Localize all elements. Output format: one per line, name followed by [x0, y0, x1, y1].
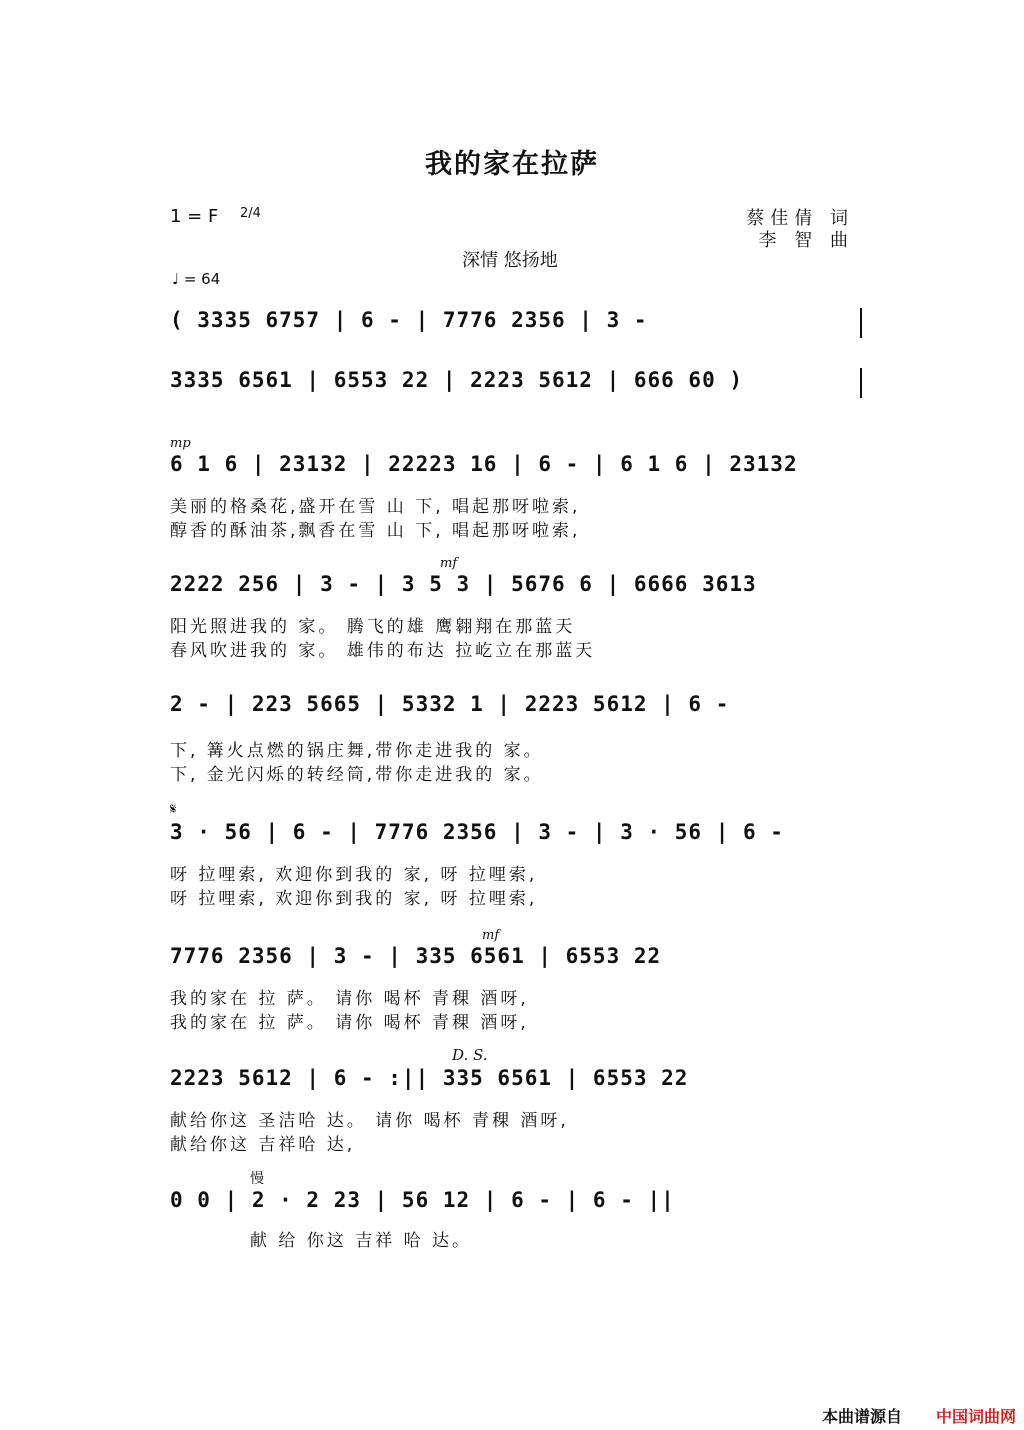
lyric-verse-1: 呀 拉哩索, 欢迎你到我的 家, 呀 拉哩索,	[170, 865, 538, 885]
lyric-verse-2: 献给你这 吉祥哈 达,	[170, 1135, 356, 1155]
notes-line: 7776 2356 | 3 - | 335 6561 | 6553 22	[170, 944, 662, 968]
tempo-change-mark: 慢	[250, 1171, 264, 1187]
lyric-verse-1: 阳光照进我的 家。 腾飞的雄 鹰翱翔在那蓝天	[170, 617, 576, 637]
key-signature: 1 = F	[170, 206, 219, 227]
composer-credit: 李 智 曲	[758, 230, 854, 251]
bar-line	[860, 368, 862, 398]
dynamic-mark: mp	[170, 436, 191, 451]
notes-line: ( 3335 6757 | 6 - | 7776 2356 | 3 -	[170, 308, 648, 332]
lyric-verse-1: 美丽的格桑花,盛开在雪 山 下, 唱起那呀啦索,	[170, 497, 581, 517]
notes-line: 2223 5612 | 6 - :|| 335 6561 | 6553 22	[170, 1066, 689, 1090]
dynamic-mark: mf	[440, 556, 458, 571]
score-system-5	[170, 692, 870, 785]
notes-line: 0 0 | 2 · 2 23 | 56 12 | 6 - | 6 - ||	[170, 1188, 675, 1212]
footer-source-label: 本曲谱源自	[821, 1407, 902, 1426]
lyric-verse-1: 我的家在 拉 萨。 请你 喝杯 青稞 酒呀,	[170, 989, 529, 1009]
lyric-verse-1: 下, 篝火点燃的锅庄舞,带你走进我的 家。	[170, 741, 544, 761]
dal-segno-mark: D. S.	[452, 1046, 488, 1064]
tempo-mark: ♩ = 64	[172, 270, 221, 288]
notes-line: 6 1 6 | 23132 | 22223 16 | 6 - | 6 1 6 | 23132	[170, 452, 798, 476]
notes-line: 3335 6561 | 6553 22 | 2223 5612 | 666 60 )	[170, 368, 744, 392]
notes-line: 3 · 56 | 6 - | 7776 2356 | 3 - | 3 · 56 | 6 -	[170, 820, 784, 844]
lyric-verse-2: 春风吹进我的 家。 雄伟的布达 拉屹立在那蓝天	[170, 641, 596, 661]
lyric-verse-1: 献 给 你这 吉祥 哈 达。	[250, 1231, 473, 1251]
lyric-verse-2: 下, 金光闪烁的转经筒,带你走进我的 家。	[170, 765, 544, 785]
score-system-2	[170, 368, 870, 392]
dynamic-mark: mf	[482, 928, 500, 943]
time-signature: 2/4	[240, 206, 261, 221]
footer-site-link[interactable]: 中国词曲网	[935, 1407, 1016, 1426]
score-system-1	[170, 308, 870, 332]
lyric-verse-2: 我的家在 拉 萨。 请你 喝杯 青稞 酒呀,	[170, 1013, 529, 1033]
lyric-verse-1: 献给你这 圣洁哈 达。 请你 喝杯 青稞 酒呀,	[170, 1111, 569, 1131]
notes-line: 2222 256 | 3 - | 3 5 3 | 5676 6 | 6666 3613	[170, 572, 757, 596]
bar-line	[860, 308, 862, 338]
lyric-verse-2: 呀 拉哩索, 欢迎你到我的 家, 呀 拉哩索,	[170, 889, 538, 909]
notes-line: 2 - | 223 5665 | 5332 1 | 2223 5612 | 6 -	[170, 692, 730, 716]
lyricist-credit: 蔡佳倩 词	[746, 208, 854, 229]
song-title: 我的家在拉萨	[425, 149, 599, 180]
expression-mark: 深情 悠扬地	[462, 250, 558, 271]
lyric-verse-2: 醇香的酥油茶,飘香在雪 山 下, 唱起那呀啦索,	[170, 521, 581, 541]
segno-sign: 𝄋	[170, 800, 177, 818]
